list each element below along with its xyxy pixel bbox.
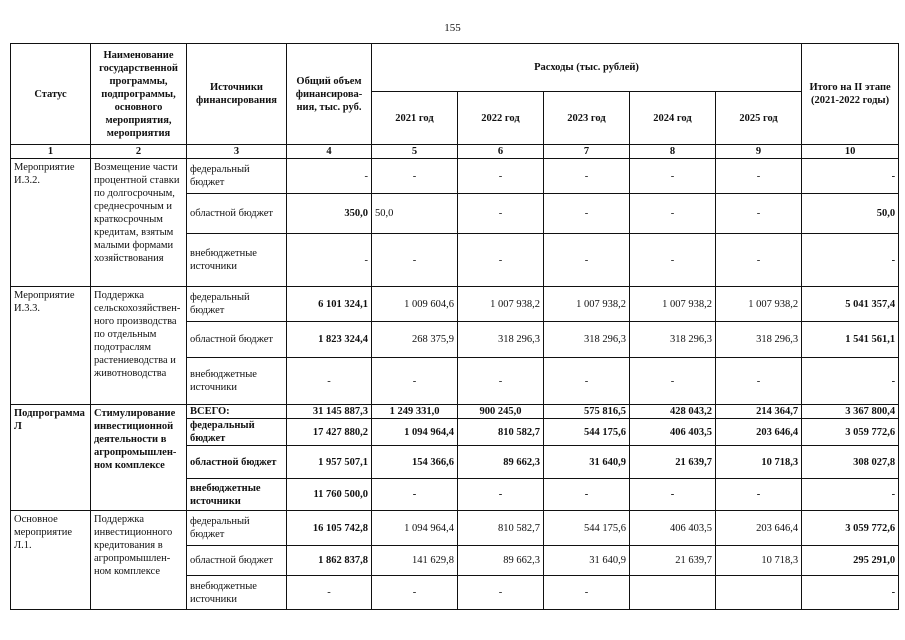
total-cell: 17 427 880,2 xyxy=(287,419,372,446)
year-value-cell: 1 249 331,0 xyxy=(372,405,458,419)
status-cell: Мероприятие И.3.3. xyxy=(11,287,91,405)
stage-total-cell: - xyxy=(802,358,899,405)
year-value-cell: 1 094 964,4 xyxy=(372,511,458,546)
total-cell: 1 862 837,8 xyxy=(287,546,372,576)
source-cell: внебюджетные источники xyxy=(187,479,287,511)
year-value-cell: 406 403,5 xyxy=(630,511,716,546)
year-value-cell: 268 375,9 xyxy=(372,322,458,358)
year-value-cell: - xyxy=(458,194,544,234)
year-value-cell: 406 403,5 xyxy=(630,419,716,446)
table-row xyxy=(11,511,899,546)
year-value-cell xyxy=(630,576,716,610)
program-name-cell: Возмещение части процентной ставки по долгосрочным, среднесрочным и краткосрочным кредитам, взятым малыми формами хозяйствования xyxy=(91,159,187,287)
year-value-cell: - xyxy=(544,479,630,511)
year-value-cell: 318 296,3 xyxy=(716,322,802,358)
stage-total-cell: 5 041 357,4 xyxy=(802,287,899,322)
stage-total-cell: - xyxy=(802,159,899,194)
status-cell: Основное мероприятие Л.1. xyxy=(11,511,91,610)
stage-total-cell: 308 027,8 xyxy=(802,446,899,479)
year-value-cell: 89 662,3 xyxy=(458,546,544,576)
year-value-cell: - xyxy=(630,479,716,511)
table-row xyxy=(11,287,899,322)
year-value-cell: - xyxy=(716,479,802,511)
year-value-cell: 31 640,9 xyxy=(544,546,630,576)
column-index: 7 xyxy=(544,145,630,159)
year-value-cell: - xyxy=(716,194,802,234)
year-value-cell: 203 646,4 xyxy=(716,511,802,546)
source-cell: федеральный бюджет xyxy=(187,159,287,194)
year-value-cell: 50,0 xyxy=(372,194,458,234)
year-value-cell: 141 629,8 xyxy=(372,546,458,576)
year-value-cell: 21 639,7 xyxy=(630,446,716,479)
year-value-cell: 575 816,5 xyxy=(544,405,630,419)
year-value-cell: 544 175,6 xyxy=(544,419,630,446)
year-value-cell: 10 718,3 xyxy=(716,546,802,576)
status-cell: Подпрограмма Л xyxy=(11,405,91,511)
header-stage-total: Итого на II этапе (2021-2022 годы) xyxy=(802,44,899,145)
column-index: 3 xyxy=(187,145,287,159)
program-name-cell: Стимулирование инвестиционной деятельности в агропромышлен-ном комплексе xyxy=(91,405,187,511)
source-cell: федеральный бюджет xyxy=(187,419,287,446)
year-value-cell: - xyxy=(372,479,458,511)
source-cell: федеральный бюджет xyxy=(187,287,287,322)
column-index: 5 xyxy=(372,145,458,159)
total-cell: - xyxy=(287,234,372,287)
column-index: 9 xyxy=(716,145,802,159)
total-cell: 350,0 xyxy=(287,194,372,234)
source-cell: федеральный бюджет xyxy=(187,511,287,546)
year-value-cell: - xyxy=(458,159,544,194)
column-index: 6 xyxy=(458,145,544,159)
year-value-cell: 31 640,9 xyxy=(544,446,630,479)
total-cell: 16 105 742,8 xyxy=(287,511,372,546)
table-row xyxy=(11,405,899,419)
source-cell: областной бюджет xyxy=(187,322,287,358)
header-year: 2021 год xyxy=(372,92,458,145)
total-cell: - xyxy=(287,159,372,194)
stage-total-cell: - xyxy=(802,479,899,511)
header-year: 2024 год xyxy=(630,92,716,145)
year-value-cell: 810 582,7 xyxy=(458,511,544,546)
year-value-cell: 318 296,3 xyxy=(458,322,544,358)
year-value-cell: 1 094 964,4 xyxy=(372,419,458,446)
header-sources: Источники финансирования xyxy=(187,44,287,145)
column-index: 8 xyxy=(630,145,716,159)
year-value-cell: 544 175,6 xyxy=(544,511,630,546)
year-value-cell: - xyxy=(458,358,544,405)
source-cell: областной бюджет xyxy=(187,546,287,576)
total-cell: 6 101 324,1 xyxy=(287,287,372,322)
stage-total-cell: 295 291,0 xyxy=(802,546,899,576)
year-value-cell: - xyxy=(716,358,802,405)
header-program: Наименование государственной программы, подпрограммы, основного мероприятия, мероприятия xyxy=(91,44,187,145)
year-value-cell: 1 007 938,2 xyxy=(544,287,630,322)
year-value-cell: 154 366,6 xyxy=(372,446,458,479)
year-value-cell: 810 582,7 xyxy=(458,419,544,446)
year-value-cell: - xyxy=(630,194,716,234)
program-name-cell: Поддержка сельскохозяйствен-ного производства по отдельным подотраслям растениеводства и животноводства xyxy=(91,287,187,405)
column-index-row xyxy=(11,145,899,159)
stage-total-cell: 3 367 800,4 xyxy=(802,405,899,419)
year-value-cell: - xyxy=(458,479,544,511)
header-year: 2025 год xyxy=(716,92,802,145)
year-value-cell: - xyxy=(372,576,458,610)
year-value-cell: 428 043,2 xyxy=(630,405,716,419)
stage-total-cell: - xyxy=(802,234,899,287)
source-cell: ВСЕГО: xyxy=(187,405,287,419)
total-cell: 31 145 887,3 xyxy=(287,405,372,419)
year-value-cell: - xyxy=(630,358,716,405)
source-cell: внебюджетные источники xyxy=(187,234,287,287)
source-cell: областной бюджет xyxy=(187,194,287,234)
year-value-cell: 1 007 938,2 xyxy=(630,287,716,322)
year-value-cell: - xyxy=(544,159,630,194)
total-cell: - xyxy=(287,576,372,610)
total-cell: 1 823 324,4 xyxy=(287,322,372,358)
year-value-cell: 1 007 938,2 xyxy=(458,287,544,322)
status-cell: Мероприятие И.3.2. xyxy=(11,159,91,287)
column-index: 4 xyxy=(287,145,372,159)
year-value-cell: - xyxy=(630,159,716,194)
total-cell: - xyxy=(287,358,372,405)
column-index: 2 xyxy=(91,145,187,159)
year-value-cell xyxy=(716,576,802,610)
column-index: 10 xyxy=(802,145,899,159)
stage-total-cell: - xyxy=(802,576,899,610)
header-status: Статус xyxy=(11,44,91,145)
year-value-cell: 203 646,4 xyxy=(716,419,802,446)
stage-total-cell: 50,0 xyxy=(802,194,899,234)
column-index: 1 xyxy=(11,145,91,159)
year-value-cell: 318 296,3 xyxy=(630,322,716,358)
stage-total-cell: 1 541 561,1 xyxy=(802,322,899,358)
year-value-cell: - xyxy=(372,234,458,287)
year-value-cell: 1 009 604,6 xyxy=(372,287,458,322)
total-cell: 1 957 507,1 xyxy=(287,446,372,479)
page-number: 155 xyxy=(444,22,461,34)
source-cell: областной бюджет xyxy=(187,446,287,479)
program-name-cell: Поддержка инвестиционного кредитования в агропромышлен-ном комплексе xyxy=(91,511,187,610)
source-cell: внебюджетные источники xyxy=(187,576,287,610)
year-value-cell: - xyxy=(630,234,716,287)
year-value-cell: - xyxy=(458,234,544,287)
source-cell: внебюджетные источники xyxy=(187,358,287,405)
total-cell: 11 760 500,0 xyxy=(287,479,372,511)
year-value-cell: - xyxy=(716,159,802,194)
table-row xyxy=(11,159,899,194)
stage-total-cell: 3 059 772,6 xyxy=(802,419,899,446)
header-year: 2023 год xyxy=(544,92,630,145)
header-year: 2022 год xyxy=(458,92,544,145)
year-value-cell: - xyxy=(458,576,544,610)
header-expenses: Расходы (тыс. рублей) xyxy=(372,44,802,92)
year-value-cell: 318 296,3 xyxy=(544,322,630,358)
stage-total-cell: 3 059 772,6 xyxy=(802,511,899,546)
year-value-cell: - xyxy=(544,194,630,234)
year-value-cell: 214 364,7 xyxy=(716,405,802,419)
year-value-cell: 21 639,7 xyxy=(630,546,716,576)
year-value-cell: 900 245,0 xyxy=(458,405,544,419)
year-value-cell: - xyxy=(372,159,458,194)
budget-table xyxy=(10,43,899,610)
year-value-cell: - xyxy=(544,358,630,405)
year-value-cell: 10 718,3 xyxy=(716,446,802,479)
header-total: Общий объем финансирова-ния, тыс. руб. xyxy=(287,44,372,145)
year-value-cell: - xyxy=(544,234,630,287)
year-value-cell: - xyxy=(544,576,630,610)
year-value-cell: - xyxy=(372,358,458,405)
year-value-cell: - xyxy=(716,234,802,287)
year-value-cell: 1 007 938,2 xyxy=(716,287,802,322)
year-value-cell: 89 662,3 xyxy=(458,446,544,479)
